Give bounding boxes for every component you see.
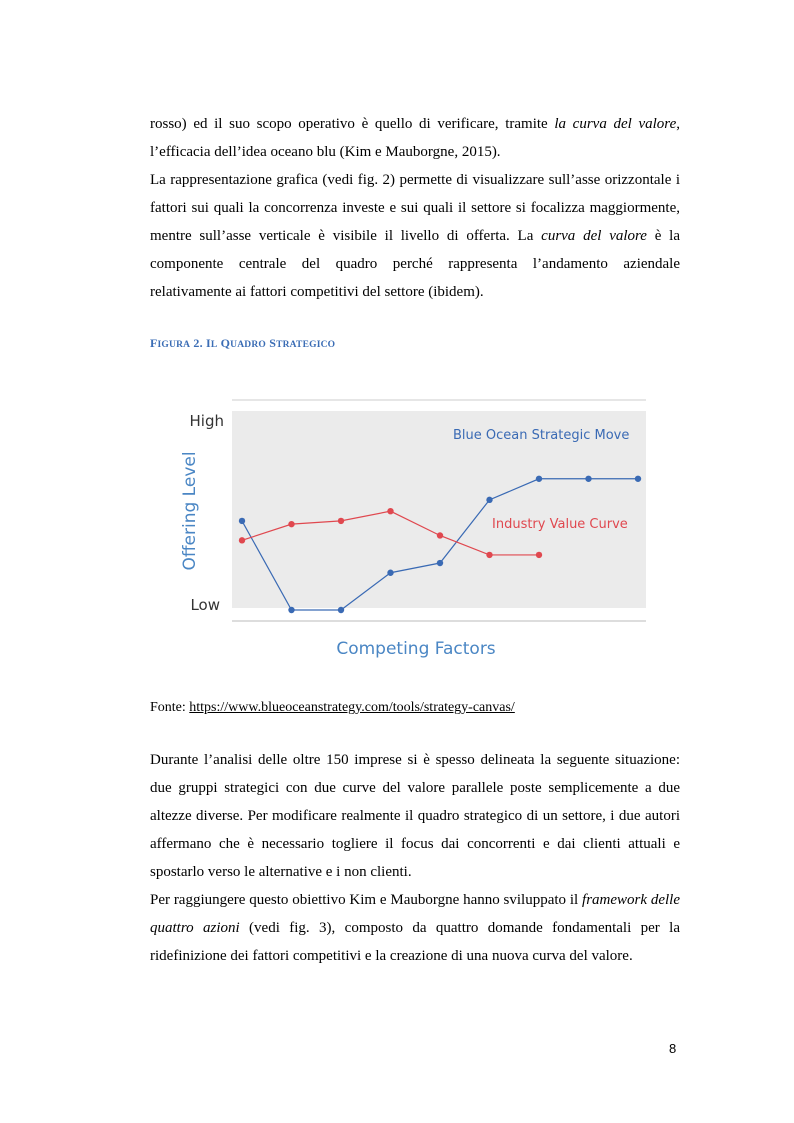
data-point bbox=[387, 508, 393, 514]
body-paragraph: Durante l’analisi delle oltre 150 imprese si è spesso delineata la seguente situazione: due gruppi strategici con due curve del valore parallele poste semplicemente a due altezze diverse. Per modificare realmente il quadro strategico di un settore, i due autori affermano che è necessario togliere il focus dai concorrenti e dai clienti attuali e spostarlo verso le alternative e i non clienti. bbox=[150, 752, 680, 880]
data-point bbox=[437, 532, 443, 538]
data-point bbox=[585, 476, 591, 482]
paragraph-text: è la componente centrale del quadro perché rappresenta l’andamento aziendale relativamente ai fattori competitivi del settore (ibidem). bbox=[150, 228, 681, 300]
italic-term: framework delle quattro azioni bbox=[150, 892, 680, 936]
paragraph-text: Per raggiungere questo obiettivo Kim e Mauborgne hanno sviluppato il bbox=[150, 892, 583, 908]
data-point bbox=[635, 476, 641, 482]
data-point bbox=[288, 521, 294, 527]
data-point bbox=[437, 560, 443, 566]
body-paragraph bbox=[150, 886, 680, 970]
source-label: Fonte: bbox=[150, 700, 190, 715]
y-axis-label: Offering Level bbox=[180, 451, 200, 571]
x-axis-label: Competing Factors bbox=[336, 639, 496, 659]
data-point bbox=[536, 552, 542, 558]
page-number: 8 bbox=[669, 1041, 677, 1056]
data-point bbox=[387, 570, 393, 576]
series-label: Blue Ocean Strategic Move bbox=[453, 428, 630, 443]
strategy-canvas-chart bbox=[170, 392, 670, 672]
body-paragraph bbox=[150, 166, 680, 306]
data-point bbox=[288, 607, 294, 613]
figure-caption: FIGURA 2. IL QUADRO STRATEGICO bbox=[150, 336, 336, 350]
paragraph-text: , l’efficacia dell’idea oceano blu (Kim e Mauborgne, 2015). bbox=[150, 116, 680, 160]
series-label: Industry Value Curve bbox=[492, 517, 628, 532]
y-tick-label-high: High bbox=[189, 412, 224, 430]
paragraph-text: (vedi fig. 3), composto da quattro domande fondamentali per la ridefinizione dei fattori competitivi e la creazione di una nuova curva del valore. bbox=[150, 920, 680, 964]
data-point bbox=[536, 476, 542, 482]
y-tick-label-low: Low bbox=[190, 596, 220, 614]
paragraph-text: rosso) ed il suo scopo operativo è quello di verificare, tramite bbox=[150, 116, 555, 132]
source-link[interactable]: https://www.blueoceanstrategy.com/tools/strategy-canvas/ bbox=[189, 700, 515, 715]
data-point bbox=[338, 518, 344, 524]
data-point bbox=[486, 497, 492, 503]
data-point bbox=[486, 552, 492, 558]
paragraph-text: La rappresentazione grafica (vedi fig. 2) permette di visualizzare sull’asse orizzontale i fattori sui quali la concorrenza investe e sui quali il settore si focalizza maggiormente, mentre sull’asse verticale è visibile il livello di offerta. La bbox=[150, 172, 680, 244]
italic-term: curva del valore bbox=[541, 228, 647, 244]
data-point bbox=[239, 518, 245, 524]
body-paragraph bbox=[150, 110, 680, 166]
italic-term: la curva del valore bbox=[554, 116, 677, 132]
data-point bbox=[338, 607, 344, 613]
figure-source bbox=[150, 700, 515, 716]
data-point bbox=[239, 537, 245, 543]
